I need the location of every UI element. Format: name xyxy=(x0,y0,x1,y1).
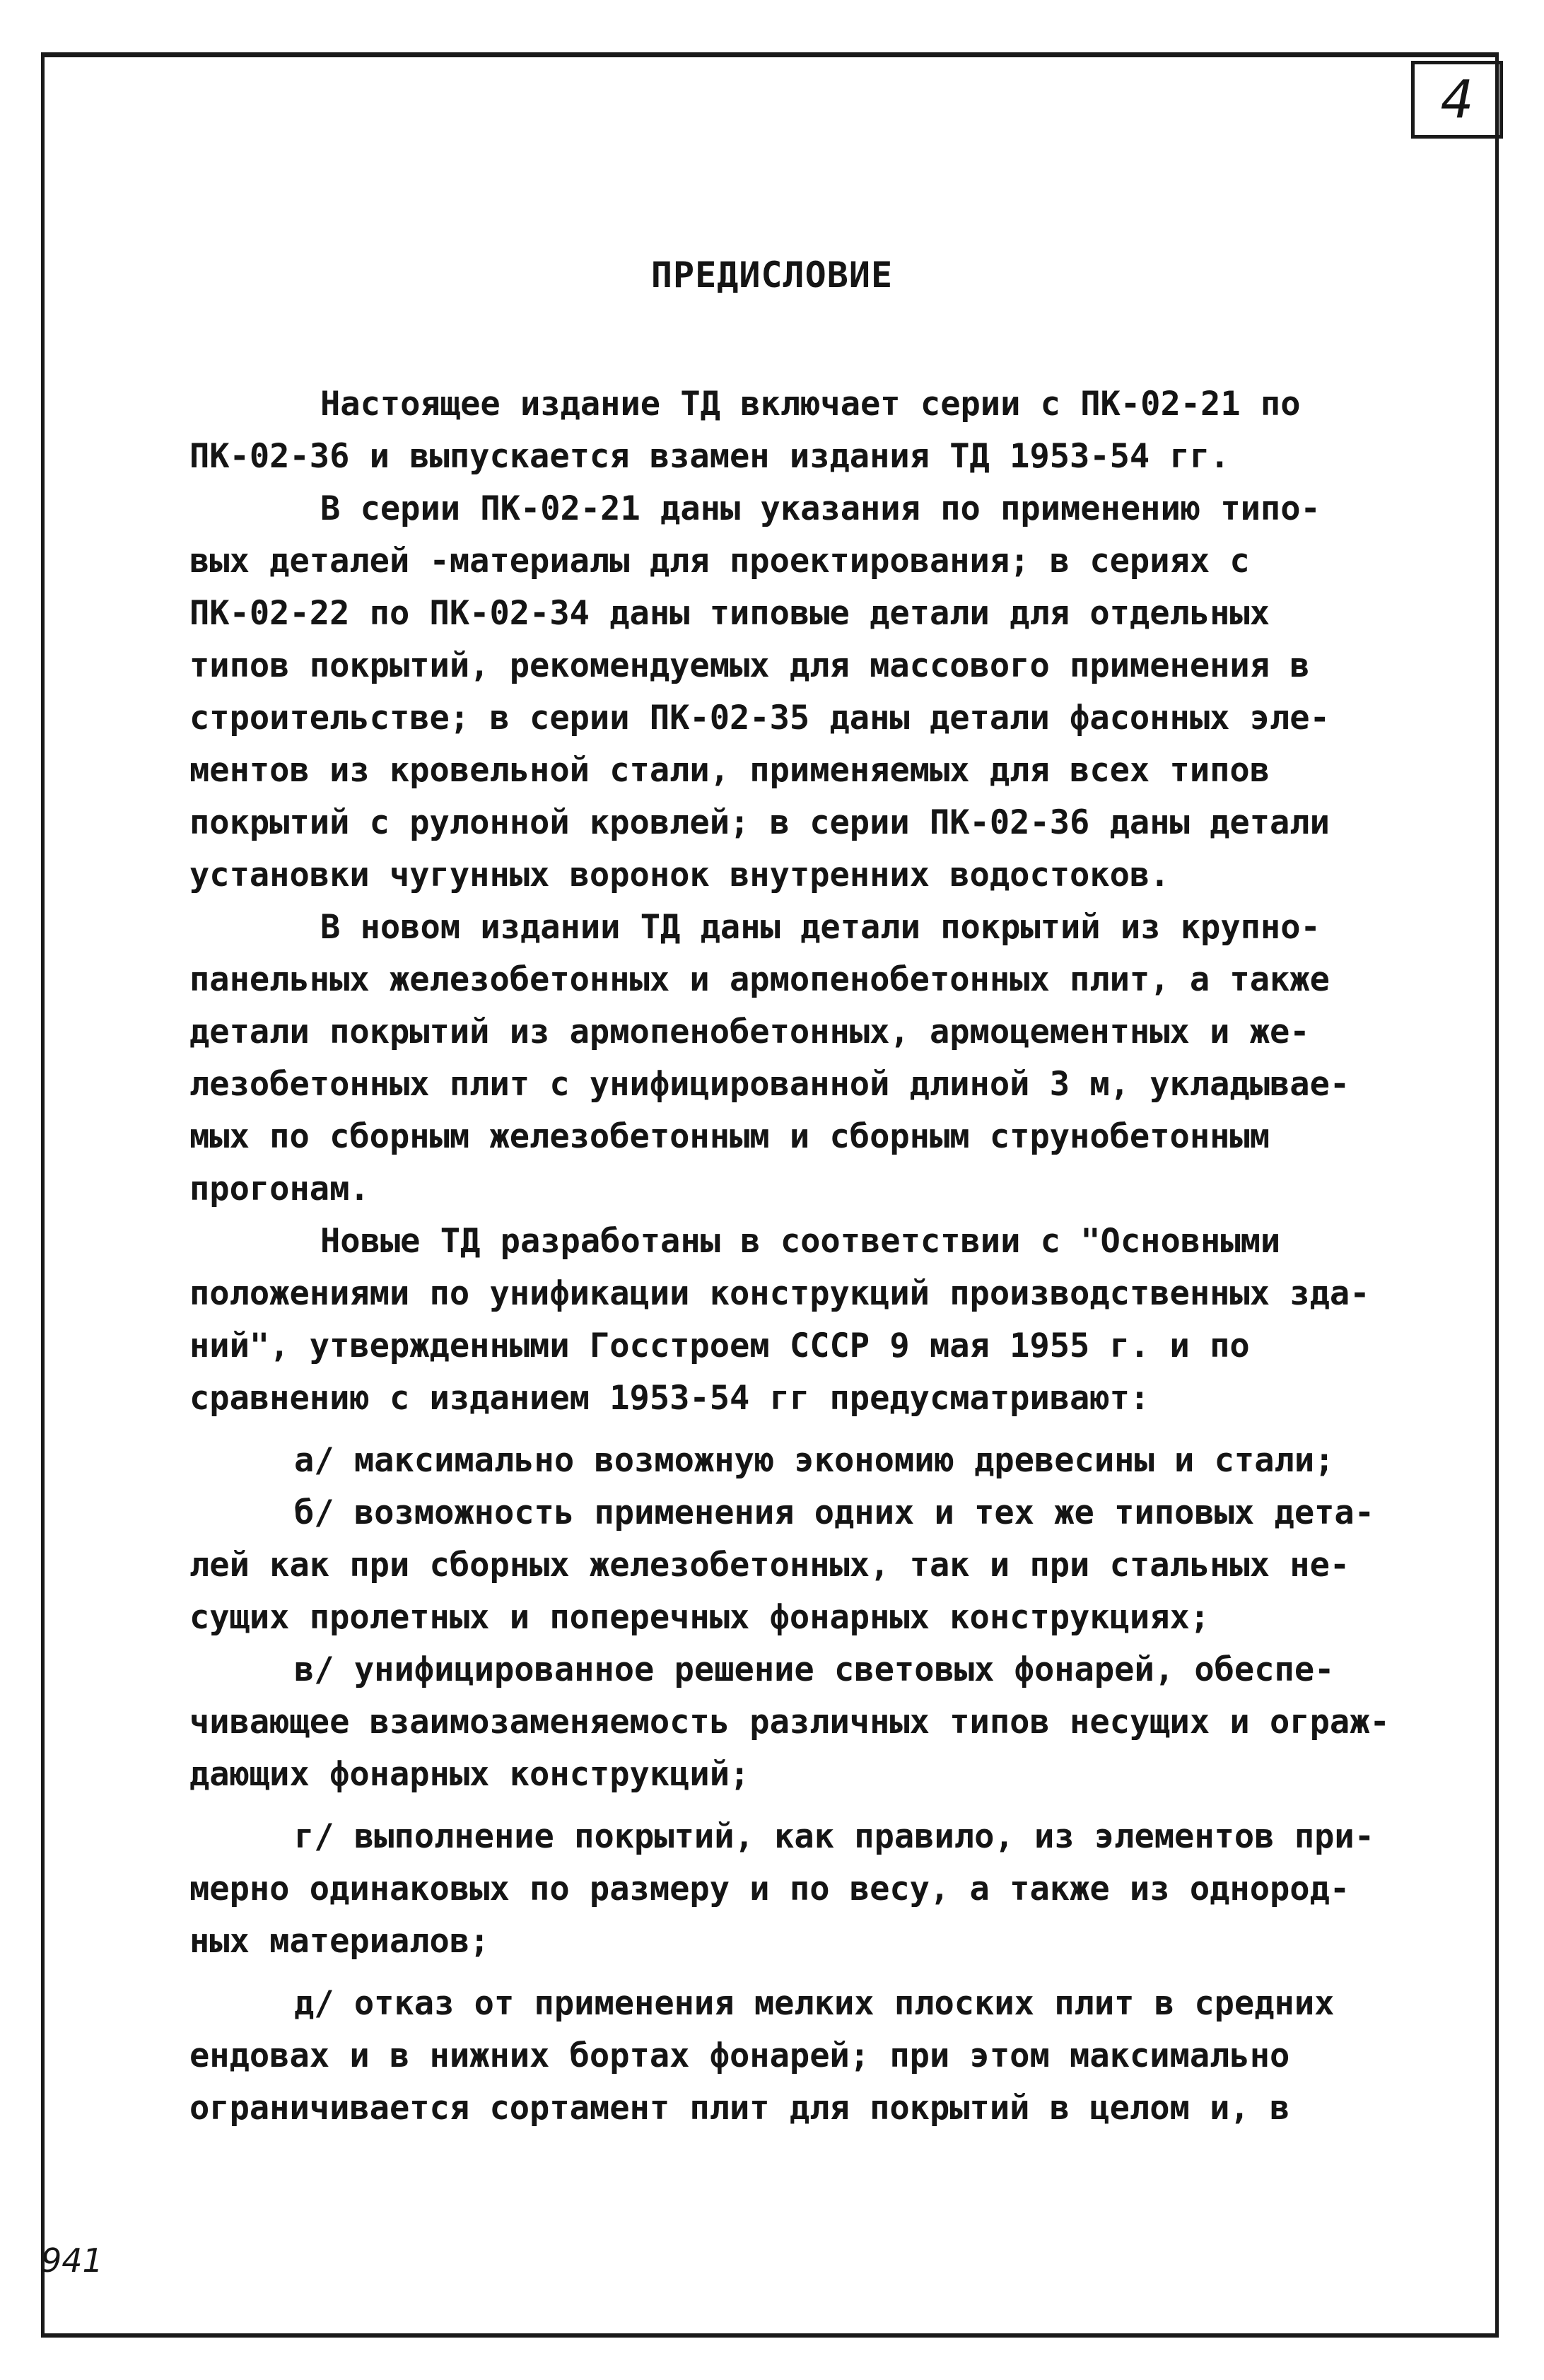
text-line: мых по сборным железобетонным и сборным струнобетонным xyxy=(189,1117,1270,1156)
text-line: мерно одинаковых по размеру и по весу, а также из однород- xyxy=(189,1869,1350,1908)
paragraph xyxy=(189,483,1455,902)
text-line: дающих фонарных конструкций; xyxy=(189,1755,750,1794)
text-line: ний", утвержденными Госстроем СССР 9 мая 1955 г. и по xyxy=(189,1326,1250,1365)
paragraph xyxy=(189,1487,1455,1644)
paragraph xyxy=(189,1215,1455,1425)
paragraph xyxy=(189,1435,1455,1487)
text-line: д/ отказ от применения мелких плоских плит в средних xyxy=(294,1984,1335,2023)
text-line: ментов из кровельной стали, применяемых для всех типов xyxy=(189,751,1270,790)
text-line: ендовах и в нижних бортах фонарей; при этом максимально xyxy=(189,2036,1290,2075)
handwritten-archive-number: 941 xyxy=(41,2241,103,2280)
text-line: сущих пролетных и поперечных фонарных конструкциях; xyxy=(189,1598,1210,1637)
paragraph-gap xyxy=(189,1801,1455,1811)
text-line: В новом издании ТД даны детали покрытий из крупно- xyxy=(320,908,1321,947)
text-line: панельных железобетонных и армопенобетонных плит, а также xyxy=(189,960,1330,999)
text-line: ПК-02-36 и выпускается взамен издания ТД 1953-54 гг. xyxy=(189,437,1230,476)
text-line: покрытий с рулонной кровлей; в серии ПК-02-36 даны детали xyxy=(189,803,1330,842)
page-title: ПРЕДИСЛОВИЕ xyxy=(650,255,894,296)
text-line: лей как при сборных железобетонных, так и при стальных не- xyxy=(189,1546,1350,1585)
paragraph xyxy=(189,902,1455,1215)
text-line: установки чугунных воронок внутренних водостоков. xyxy=(189,856,1170,894)
document-body xyxy=(189,378,1455,2135)
text-line: Новые ТД разработаны в соответствии с "Основными xyxy=(320,1222,1281,1261)
text-line: ных материалов; xyxy=(189,1922,490,1961)
paragraph xyxy=(189,1978,1455,2135)
text-line: чивающее взаимозаменяемость различных типов несущих и ограж- xyxy=(189,1703,1390,1742)
paragraph xyxy=(189,378,1455,483)
text-line: положениями по унификации конструкций производственных зда- xyxy=(189,1274,1370,1313)
text-line: ограничивается сортамент плит для покрытий в целом и, в xyxy=(189,2089,1290,2128)
paragraph-gap xyxy=(189,1968,1455,1978)
text-line: в/ унифицированное решение световых фонарей, обеспе- xyxy=(294,1650,1335,1689)
paragraph xyxy=(189,1644,1455,1801)
text-line: лезобетонных плит с унифицированной длиной 3 м, укладывае- xyxy=(189,1065,1350,1104)
text-line: В серии ПК-02-21 даны указания по применению типо- xyxy=(320,489,1321,528)
paragraph-gap xyxy=(189,1425,1455,1435)
text-line: вых деталей -материалы для проектирования; в сериях с xyxy=(189,542,1250,581)
text-line: Настоящее издание ТД включает серии с ПК-02-21 по xyxy=(320,385,1301,424)
text-line: а/ максимально возможную экономию древесины и стали; xyxy=(294,1441,1335,1480)
text-line: типов покрытий, рекомендуемых для массового применения в xyxy=(189,646,1310,685)
text-line: строительстве; в серии ПК-02-35 даны детали фасонных эле- xyxy=(189,699,1330,737)
paragraph xyxy=(189,1811,1455,1968)
text-line: прогонам. xyxy=(189,1169,370,1208)
text-line: г/ выполнение покрытий, как правило, из элементов при- xyxy=(294,1817,1375,1856)
text-line: б/ возможность применения одних и тех же типовых дета- xyxy=(294,1493,1375,1532)
text-line: сравнению с изданием 1953-54 гг предусматривают: xyxy=(189,1379,1150,1418)
text-line: ПК-02-22 по ПК-02-34 даны типовые детали для отдельных xyxy=(189,594,1270,633)
page-number-box: 4 xyxy=(1411,61,1503,139)
text-line: детали покрытий из армопенобетонных, армоцементных и же- xyxy=(189,1013,1310,1051)
